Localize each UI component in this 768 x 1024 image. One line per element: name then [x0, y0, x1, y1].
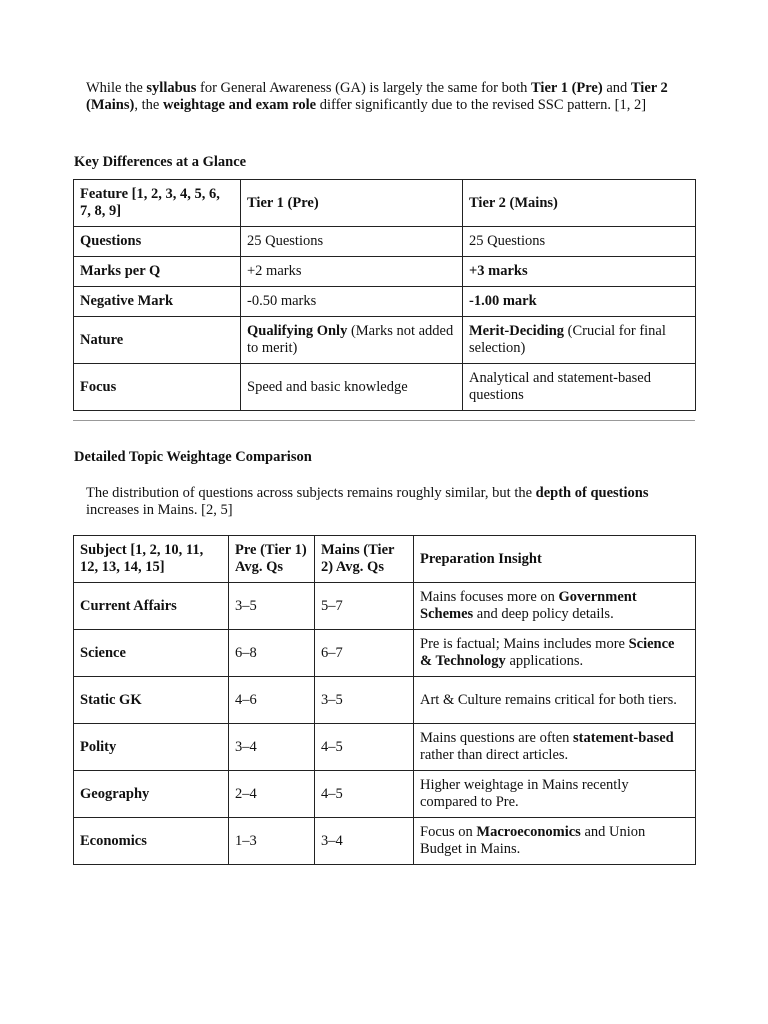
insight-cell — [414, 583, 696, 630]
cell-text: 6–8 — [235, 644, 257, 661]
cell-text: 3–5 — [235, 597, 257, 614]
cell-text: Analytical and statement-based questions — [469, 370, 651, 403]
table-row — [74, 257, 696, 287]
subject-cell — [74, 630, 229, 677]
cell-bold-text: statement-based — [573, 730, 674, 746]
pre-cell — [241, 364, 463, 411]
cell-bold-text: Feature [1, 2, 3, 4, 5, 6, 7, 8, 9] — [80, 186, 220, 219]
mains-cell — [315, 677, 414, 724]
subject-cell — [74, 583, 229, 630]
mains-cell — [315, 724, 414, 771]
cell-text: Pre is factual; Mains includes more — [420, 636, 629, 652]
cell-text: and deep policy details. — [473, 606, 614, 622]
cell-text: and Union Budget in Mains. — [420, 824, 646, 857]
subject-cell — [74, 677, 229, 724]
cell-bold-text: Preparation Insight — [420, 550, 542, 567]
mains-cell — [463, 227, 696, 257]
cell-bold-text: Science & Technology — [420, 636, 675, 669]
mains-cell — [315, 818, 414, 865]
pre-cell — [229, 630, 315, 677]
header-cell — [229, 536, 315, 583]
section-divider — [73, 420, 695, 421]
intro-text: , the — [134, 97, 163, 113]
cell-text: 5–7 — [321, 597, 343, 614]
cell-text: Speed and basic knowledge — [247, 378, 408, 395]
cell-bold-text: Questions — [80, 233, 142, 249]
table-row — [74, 677, 696, 724]
distribution-paragraph — [86, 485, 686, 519]
cell-text: 1–3 — [235, 832, 257, 849]
intro-text: differ significantly due to the revised SSC pattern. [1, 2] — [316, 97, 647, 113]
subject-cell — [74, 771, 229, 818]
cell-bold-text: Current Affairs — [80, 597, 177, 614]
cell-text: 2–4 — [235, 785, 257, 802]
pre-cell — [241, 257, 463, 287]
cell-bold-text: Science — [80, 644, 126, 661]
insight-cell — [414, 630, 696, 677]
para-text: The distribution of questions across subjects remains roughly similar, but the — [86, 485, 536, 501]
cell-text: -0.50 marks — [247, 293, 317, 309]
pre-cell — [229, 818, 315, 865]
mains-cell — [463, 257, 696, 287]
feature-cell — [74, 257, 241, 287]
subject-cell — [74, 724, 229, 771]
pre-cell — [241, 287, 463, 317]
cell-text: 3–4 — [235, 738, 257, 755]
cell-bold-text: Marks per Q — [80, 263, 161, 279]
table-row — [74, 287, 696, 317]
table-header-row — [74, 536, 696, 583]
pre-cell — [229, 724, 315, 771]
cell-text: 4–6 — [235, 691, 257, 708]
para-bold: depth of questions — [535, 485, 649, 501]
subject-cell — [74, 818, 229, 865]
intro-paragraph — [86, 80, 686, 114]
topic-weightage-table — [73, 535, 696, 865]
cell-text: +2 marks — [247, 263, 302, 279]
pre-cell — [241, 317, 463, 364]
feature-cell — [74, 287, 241, 317]
cell-bold-text: Focus — [80, 378, 117, 395]
cell-bold-text: Mains (Tier 2) Avg. Qs — [321, 542, 395, 575]
insight-cell — [414, 818, 696, 865]
cell-bold-text: +3 marks — [469, 263, 528, 279]
cell-bold-text: Government Schemes — [420, 589, 637, 622]
cell-text: Mains focuses more on — [420, 589, 559, 605]
topic-weightage-heading: Detailed Topic Weightage Comparison — [74, 449, 312, 465]
cell-bold-text: Pre (Tier 1) Avg. Qs — [235, 542, 307, 575]
cell-bold-text: Tier 1 (Pre) — [247, 194, 319, 211]
cell-text: Art & Culture remains critical for both tiers. — [420, 691, 677, 708]
pre-cell — [229, 583, 315, 630]
mains-cell — [315, 583, 414, 630]
table-row — [74, 227, 696, 257]
header-cell — [74, 536, 229, 583]
cell-text: 25 Questions — [247, 233, 324, 249]
mains-cell — [315, 771, 414, 818]
cell-bold-text: Economics — [80, 832, 147, 849]
intro-bold: Tier 1 (Pre) — [531, 80, 603, 96]
mains-cell — [463, 287, 696, 317]
cell-bold-text: Polity — [80, 738, 117, 755]
cell-bold-text: Negative Mark — [80, 293, 174, 309]
table-row — [74, 364, 696, 411]
insight-cell — [414, 677, 696, 724]
cell-text: (Crucial for final selection) — [469, 323, 666, 356]
intro-bold: Tier 2 (Mains) — [86, 80, 668, 113]
cell-bold-text: Qualifying Only — [247, 323, 348, 339]
insight-cell — [414, 771, 696, 818]
cell-text: 4–5 — [321, 738, 343, 755]
header-cell — [241, 180, 463, 227]
pre-cell — [229, 771, 315, 818]
cell-text: (Marks not added to merit) — [247, 323, 454, 356]
cell-text: 4–5 — [321, 785, 343, 802]
cell-text: 3–5 — [321, 691, 343, 708]
cell-bold-text: Merit-Deciding — [469, 323, 565, 339]
pre-cell — [241, 227, 463, 257]
table-row — [74, 630, 696, 677]
table-header-row — [74, 180, 696, 227]
cell-bold-text: Macroeconomics — [476, 824, 581, 840]
header-cell — [315, 536, 414, 583]
cell-text: rather than direct articles. — [420, 747, 569, 763]
cell-bold-text: Subject [1, 2, 10, 11, 12, 13, 14, 15] — [80, 542, 204, 575]
cell-bold-text: Geography — [80, 785, 150, 802]
table-row — [74, 724, 696, 771]
intro-bold: syllabus — [146, 80, 197, 96]
pre-cell — [229, 677, 315, 724]
mains-cell — [463, 364, 696, 411]
intro-bold: weightage and exam role — [162, 97, 317, 113]
table-row — [74, 583, 696, 630]
cell-text: 25 Questions — [469, 233, 546, 249]
intro-text: for General Awareness (GA) is largely the same for both — [196, 80, 532, 96]
feature-cell — [74, 317, 241, 364]
cell-text: Mains questions are often — [420, 730, 574, 746]
cell-text: Higher weightage in Mains recently compared to Pre. — [420, 777, 629, 810]
cell-text: Focus on — [420, 824, 477, 840]
key-differences-heading: Key Differences at a Glance — [74, 154, 247, 170]
table-row — [74, 818, 696, 865]
insight-cell — [414, 724, 696, 771]
table-row — [74, 317, 696, 364]
header-cell — [414, 536, 696, 583]
intro-text: While the — [86, 80, 147, 96]
feature-cell — [74, 364, 241, 411]
cell-text: 6–7 — [321, 644, 343, 661]
feature-cell — [74, 227, 241, 257]
cell-bold-text: Nature — [80, 331, 124, 348]
cell-text: 3–4 — [321, 832, 343, 849]
mains-cell — [463, 317, 696, 364]
intro-text: and — [602, 80, 631, 96]
header-cell — [74, 180, 241, 227]
cell-bold-text: Tier 2 (Mains) — [469, 194, 558, 211]
key-differences-table — [73, 179, 696, 411]
mains-cell — [315, 630, 414, 677]
table-row — [74, 771, 696, 818]
cell-text: applications. — [505, 653, 584, 669]
cell-bold-text: Static GK — [80, 691, 142, 708]
para-text: increases in Mains. [2, 5] — [86, 502, 233, 518]
cell-bold-text: -1.00 mark — [469, 293, 537, 309]
header-cell — [463, 180, 696, 227]
